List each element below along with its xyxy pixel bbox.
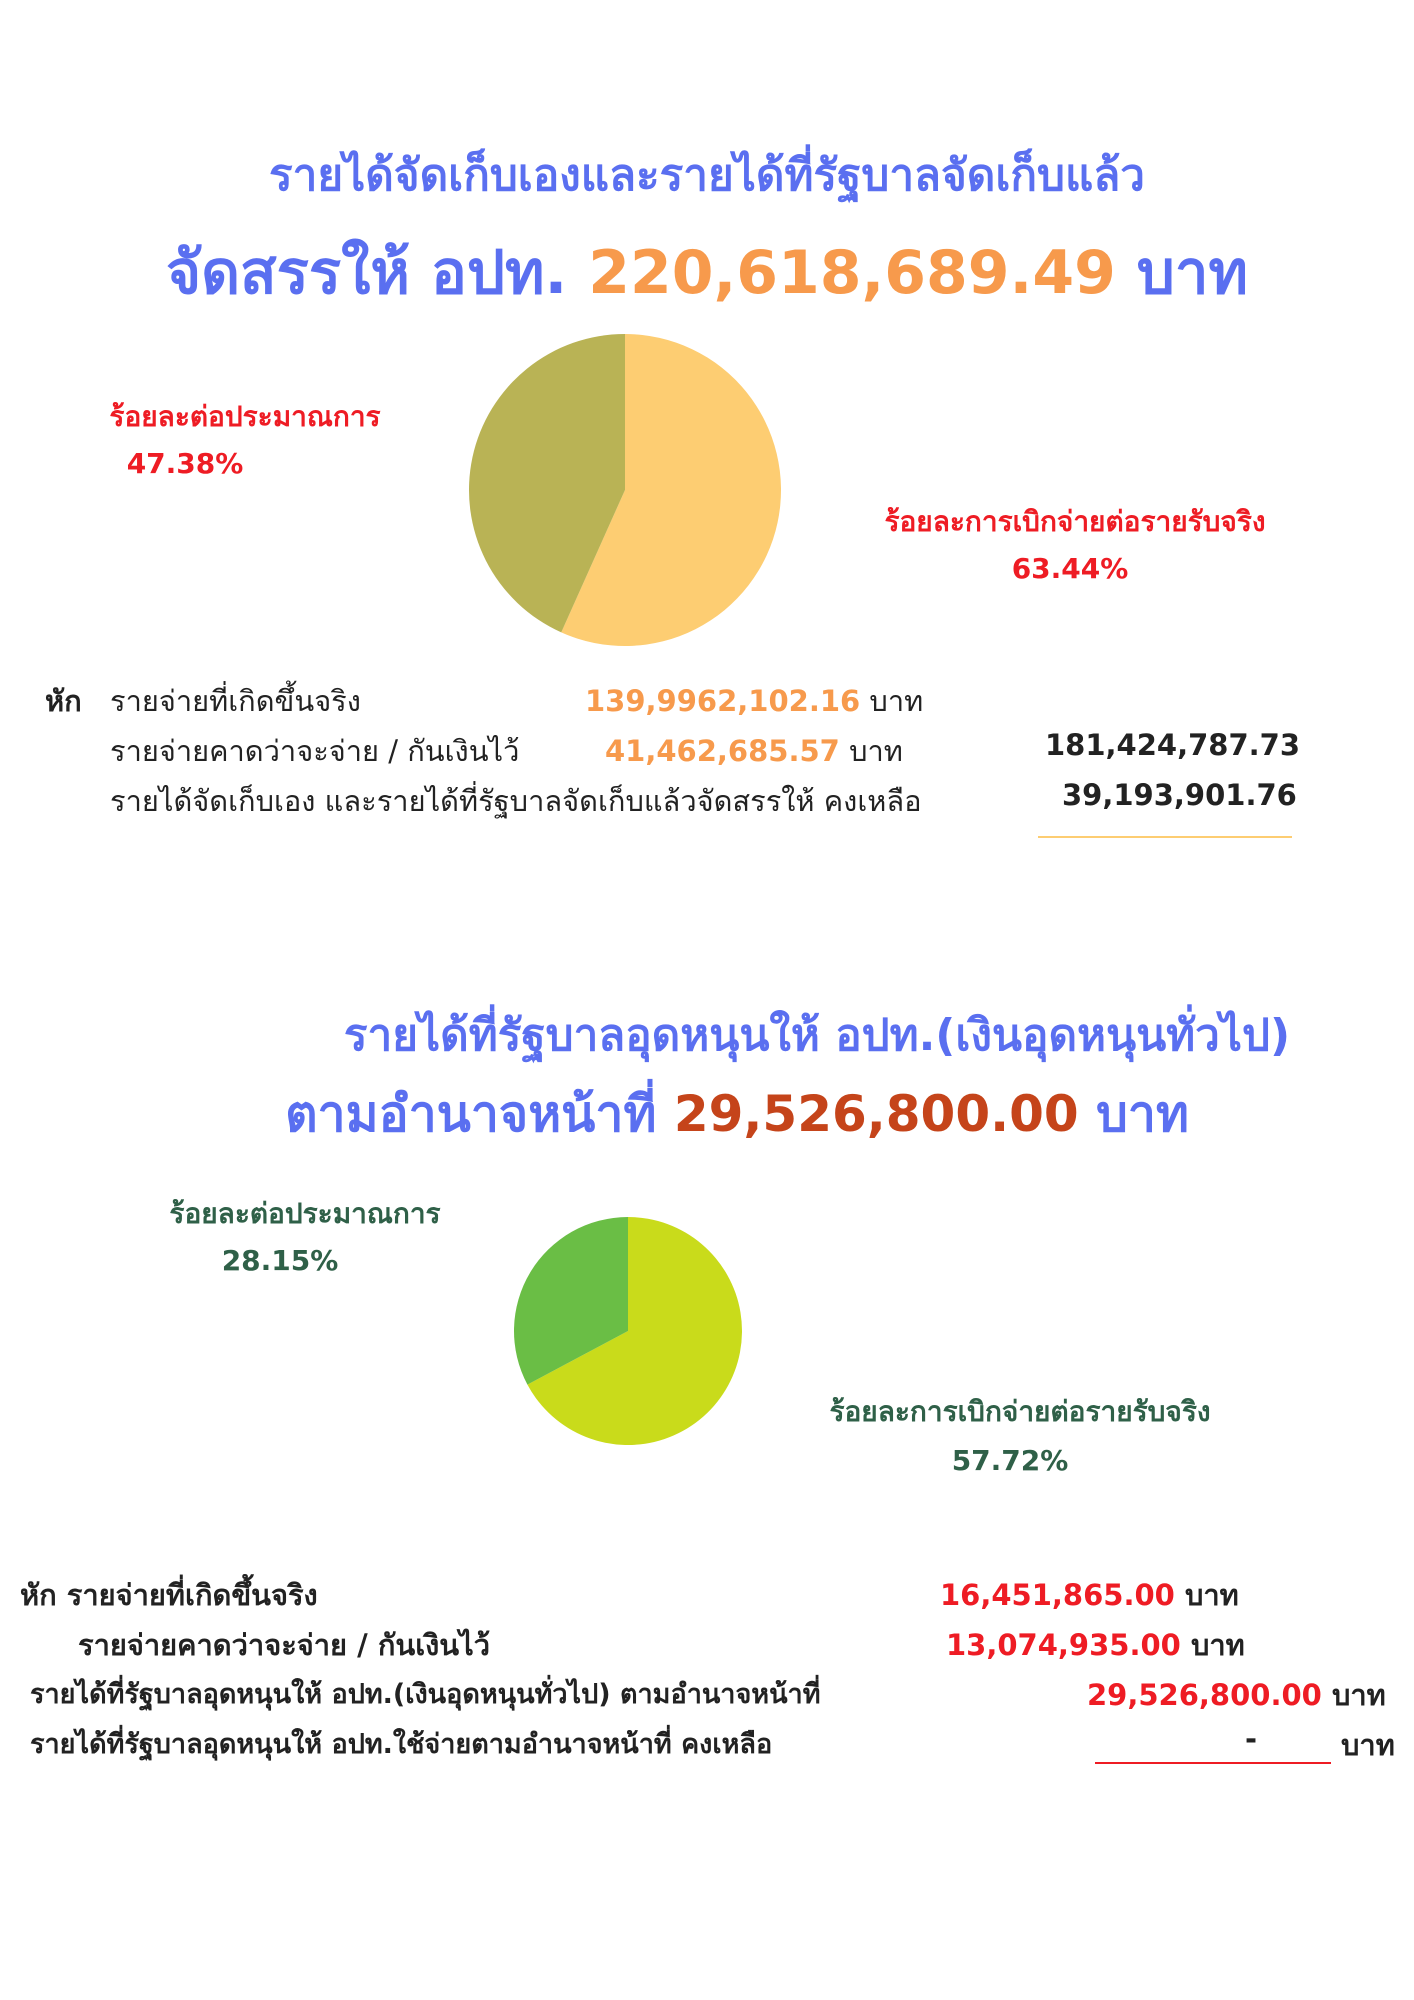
section2-row1-value: 16,451,865.00 xyxy=(940,1578,1175,1612)
section2-actual-label-text: ร้อยละการเบิกจ่ายต่อรายรับจริง xyxy=(829,1395,1211,1428)
section2-budget-label-text: ร้อยละต่อประมาณการ xyxy=(169,1197,441,1230)
pie-chart-2 xyxy=(510,1213,746,1449)
section1-title-line2 xyxy=(0,225,1414,320)
section1-row2-amount xyxy=(605,728,903,774)
section2-row2-amount xyxy=(946,1622,1245,1668)
section2-title-amount: 29,526,800.00 xyxy=(673,1085,1079,1143)
section1-row1-unit: บาท xyxy=(869,684,924,718)
section1-title-amount: 220,618,689.49 xyxy=(588,238,1116,308)
section1-row2-value: 41,462,685.57 xyxy=(605,734,840,768)
section2-deduct-label: หัก xyxy=(20,1578,57,1612)
section2-row4-unit: บาท xyxy=(1341,1728,1395,1762)
section2-row3-value: 29,526,800.00 xyxy=(1087,1678,1322,1712)
section2-row1-amount xyxy=(940,1572,1239,1618)
section1-deduct-label: หัก xyxy=(45,684,82,718)
section2-budget-label-value: 28.15% xyxy=(221,1244,339,1277)
section2-title-line1: รายได้ที่รัฐบาลอุดหนุนให้ อปท.(เงินอุดหนุนทั่วไป) xyxy=(343,1010,1291,1061)
section1-title-line1: รายได้จัดเก็บเองและรายได้ที่รัฐบาลจัดเก็บแล้ว xyxy=(268,150,1146,201)
section1-title-unit: บาท xyxy=(1136,238,1249,308)
section2-row4-value: - xyxy=(1245,1722,1258,1756)
section2-title-unit: บาท xyxy=(1096,1085,1189,1143)
section1-title-prefix: จัดสรรให้ อปท. xyxy=(165,238,568,308)
section2-row2-value: 13,074,935.00 xyxy=(946,1628,1181,1662)
section2-title-prefix: ตามอำนาจหน้าที่ xyxy=(285,1085,657,1143)
section2-row3-label: รายได้ที่รัฐบาลอุดหนุนให้ อปท.(เงินอุดหนุนทั่วไป) ตามอำนาจหน้าที่ xyxy=(30,1679,821,1710)
pie-chart-1 xyxy=(465,330,785,650)
section1-budget-label-value: 47.38% xyxy=(126,447,244,480)
section2-row3-amount xyxy=(1087,1672,1386,1718)
section2-title-line2 xyxy=(30,1075,1414,1154)
section2-row1-label-text: รายจ่ายที่เกิดขึ้นจริง xyxy=(66,1578,318,1612)
section1-row3-label: รายได้จัดเก็บเอง และรายได้ที่รัฐบาลจัดเก็บแล้วจัดสรรให้ คงเหลือ xyxy=(110,784,922,818)
section1-actual-label xyxy=(840,500,1310,585)
section1-budget-label xyxy=(70,395,420,480)
section2-budget-label xyxy=(130,1192,480,1277)
section1-underline xyxy=(1038,836,1292,838)
section1-row2-total: 181,424,787.73 xyxy=(1045,728,1301,762)
section1-row3-value: 39,193,901.76 xyxy=(1062,778,1297,812)
section2-row2-label: รายจ่ายคาดว่าจะจ่าย / กันเงินไว้ xyxy=(78,1628,490,1662)
section2-row3-unit: บาท xyxy=(1331,1678,1386,1712)
section1-row2-label: รายจ่ายคาดว่าจะจ่าย / กันเงินไว้ xyxy=(110,734,520,768)
section2-actual-label-value: 57.72% xyxy=(951,1444,1069,1477)
section1-actual-label-text: ร้อยละการเบิกจ่ายต่อรายรับจริง xyxy=(884,505,1266,538)
section2-row4-underline xyxy=(1095,1762,1331,1764)
section1-row1-amount xyxy=(585,678,923,724)
section1-row2-unit: บาท xyxy=(849,734,903,768)
section1-budget-label-text: ร้อยละต่อประมาณการ xyxy=(109,400,381,433)
section1-actual-label-value: 63.44% xyxy=(1011,552,1129,585)
section2-actual-label xyxy=(780,1390,1260,1477)
section2-row4-label: รายได้ที่รัฐบาลอุดหนุนให้ อปท.ใช้จ่ายตามอำนาจหน้าที่ คงเหลือ xyxy=(30,1729,773,1760)
section1-row1-value: 139,9962,102.16 xyxy=(585,684,861,718)
section2-row2-unit: บาท xyxy=(1190,1628,1245,1662)
section1-row1-label: รายจ่ายที่เกิดขึ้นจริง xyxy=(110,684,361,718)
section2-row1-unit: บาท xyxy=(1184,1578,1239,1612)
section2-row1-label xyxy=(20,1572,318,1618)
